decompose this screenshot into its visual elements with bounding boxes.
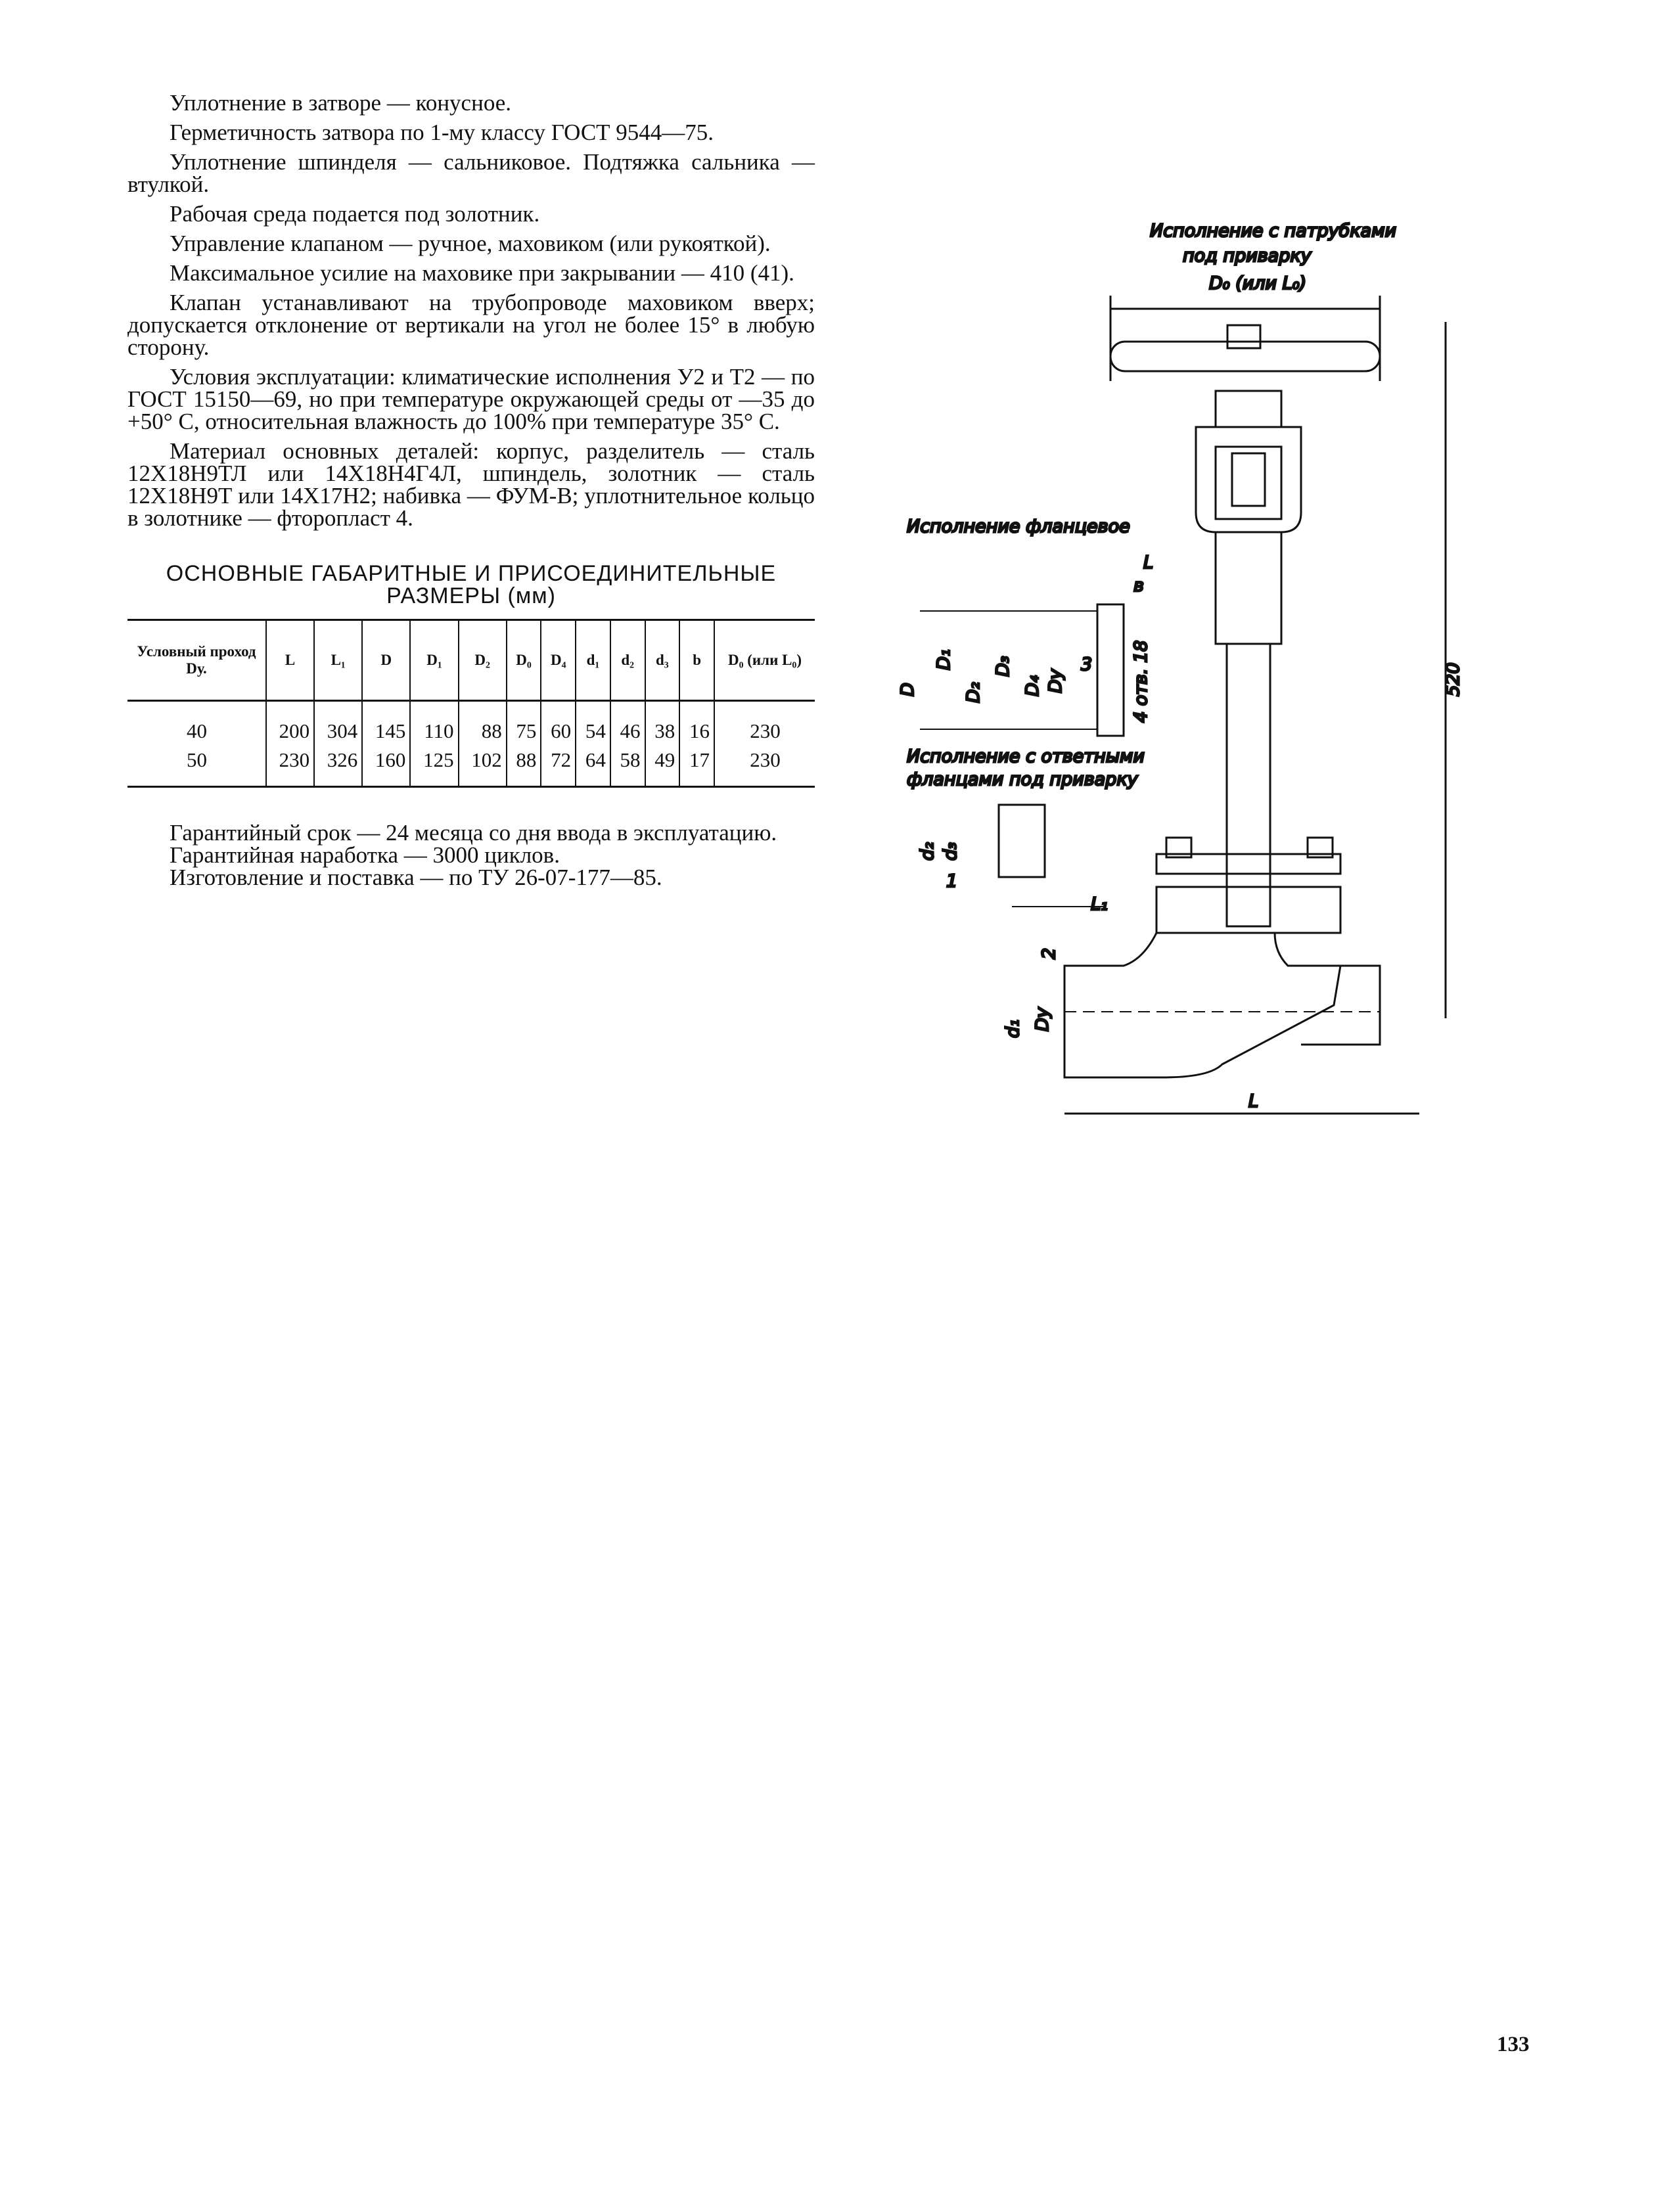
dim-holes-label: 4 отв. 18 <box>1131 640 1151 723</box>
stem-tube <box>1227 644 1270 926</box>
yoke-frame <box>1196 427 1301 532</box>
bonnet <box>1216 532 1281 644</box>
table-cell: 60 <box>541 701 576 746</box>
table-header-cell: Условный проход Dу. <box>127 620 266 701</box>
flange-detail <box>1097 604 1124 736</box>
table-cell: 46 <box>610 701 645 746</box>
table-header-cell: d₂ <box>610 620 645 701</box>
handwheel-nut <box>1227 325 1260 348</box>
handwheel <box>1110 342 1380 371</box>
paragraph-supply: Изготовление и поставка — по ТУ 26-07-177—85. <box>170 865 662 890</box>
table-cell: 72 <box>541 746 576 787</box>
caption-welded-line2: под приварку <box>1183 246 1312 266</box>
table-cell: 125 <box>410 746 458 787</box>
dim-big-d-label: D <box>898 683 918 696</box>
table-cell: 230 <box>714 701 815 746</box>
table-cell: 40 <box>187 719 207 742</box>
paragraph-conditions: Условия эксплуатации: климатические исполнения У2 и Т2 — по ГОСТ 15150—69, но при температуре окружающей среды от —35 до +50° С, относительная влажность до 100% при температуре 35° С. <box>127 364 815 434</box>
table-header-cell: D₀ <box>507 620 541 701</box>
table-header-cell: D₂ <box>459 620 507 701</box>
dimensions-table <box>127 619 815 788</box>
table-header-cell: D₄ <box>541 620 576 701</box>
dim-l-label: L <box>1248 1091 1259 1112</box>
paragraph-seal-type: Уплотнение в затворе — конусное. <box>170 90 512 116</box>
table-cell: 38 <box>645 701 680 746</box>
dim-520-label: 520 <box>1443 662 1463 696</box>
yoke-window <box>1216 447 1281 519</box>
table-cell: 75 <box>507 701 541 746</box>
paragraph-cycles: Гарантийная наработка — 3000 циклов. <box>170 842 560 868</box>
table-header-cell: D₁ <box>410 620 458 701</box>
table-row <box>127 746 815 787</box>
valve-drawing <box>898 210 1498 1143</box>
table-header-cell: D <box>362 620 410 701</box>
text-column <box>127 92 815 889</box>
dim-d3-small-label: d₃ <box>940 842 961 861</box>
dim-3-label: 3 <box>1081 654 1093 675</box>
dim-d2-small-label: d₂ <box>917 842 938 861</box>
table-row <box>127 701 815 746</box>
table-cell: 50 <box>127 746 266 787</box>
dim-dy-label: Dу <box>1032 1007 1053 1031</box>
table-cell: 230 <box>714 746 815 787</box>
dim-d1-label: d₁ <box>1003 1020 1023 1038</box>
dim-l-flange-label: L <box>1143 553 1154 573</box>
dim-d2-big-label: D₂ <box>963 682 984 703</box>
paragraph-max-force: Максимальное усилие на маховике при закрывании — 410 (41). <box>170 260 794 286</box>
table-header-cell: d₁ <box>576 620 610 701</box>
dim-l1-label: L₁ <box>1091 894 1108 914</box>
body-outlet <box>1301 966 1380 1045</box>
dim-d3-big-label: D₃ <box>993 656 1013 677</box>
paragraph-tightness: Герметичность затвора по 1-му классу ГОСТ 9544—75. <box>170 120 714 145</box>
caption-counter-line1: Исполнение с ответными <box>907 746 1145 767</box>
dim-d0-label: D₀ (или L₀) <box>1209 273 1307 294</box>
table-cell: 88 <box>507 746 541 787</box>
dim-dy-flange-label: Dу <box>1045 669 1066 693</box>
dim-b-label: в <box>1133 576 1144 596</box>
dim-d4-big-label: D₄ <box>1022 675 1043 696</box>
dim-d1-big-label: D₁ <box>934 649 954 670</box>
table-header-row <box>127 620 815 701</box>
counter-flange-detail <box>999 805 1045 877</box>
table-header-cell: D₀ (или L₀) <box>714 620 815 701</box>
tail-section <box>127 822 815 889</box>
table-cell: 16 <box>679 701 714 746</box>
table-header-cell: L <box>266 620 314 701</box>
caption-counter-line2: фланцами под приварку <box>907 769 1138 790</box>
paragraph-materials: Материал основных деталей: корпус, разделитель — сталь 12Х18Н9ТЛ или 14Х18Н4Г4Л, шпиндель, золотник — сталь 12Х18Н9Т или 14Х17Н2; набивка — ФУМ-В; уплотнительное кольцо в золотнике — фторопласт 4. <box>127 438 815 531</box>
yoke-top <box>1216 391 1281 427</box>
table-header-cell: b <box>679 620 714 701</box>
caption-welded-line1: Исполнение с патрубками <box>1150 221 1397 241</box>
dim-2-label: 2 <box>1039 947 1059 959</box>
table-cell: 304 <box>314 701 362 746</box>
table-cell: 102 <box>459 746 507 787</box>
table-header-cell: d₃ <box>645 620 680 701</box>
table-cell: 54 <box>576 701 610 746</box>
paragraph-control: Управление клапаном — ручное, маховиком (или рукояткой). <box>170 231 771 256</box>
table-cell: 17 <box>679 746 714 787</box>
dim-1-label: 1 <box>946 871 958 892</box>
table-header-cell: L₁ <box>314 620 362 701</box>
table-cell: 110 <box>410 701 458 746</box>
table-cell: 58 <box>610 746 645 787</box>
paragraph-spindle-seal: Уплотнение шпинделя — сальниковое. Подтяжка сальника — втулкой. <box>127 149 815 197</box>
paragraph-warranty: Гарантийный срок — 24 месяца со дня ввода в эксплуатацию. <box>170 820 777 846</box>
page-number: 133 <box>1497 2033 1530 2056</box>
valve-body <box>1064 933 1340 1077</box>
table-cell: 145 <box>362 701 410 746</box>
table-cell: 230 <box>266 746 314 787</box>
table-title: ОСНОВНЫЕ ГАБАРИТНЫЕ И ПРИСОЕДИНИТЕЛЬНЫЕ РАЗМЕРЫ (мм) <box>166 561 777 608</box>
table-cell: 88 <box>459 701 507 746</box>
table-cell: 160 <box>362 746 410 787</box>
table-cell: 200 <box>266 701 314 746</box>
spindle-nut <box>1232 453 1265 506</box>
table-cell: 326 <box>314 746 362 787</box>
table-cell: 49 <box>645 746 680 787</box>
paragraph-medium: Рабочая среда подается под золотник. <box>170 201 540 227</box>
table-cell: 64 <box>576 746 610 787</box>
caption-flanged: Исполнение фланцевое <box>907 516 1130 537</box>
paragraph-installation: Клапан устанавливают на трубопроводе маховиком вверх; допускается отклонение от вертикали на угол не более 15° в любую сторону. <box>127 290 815 360</box>
